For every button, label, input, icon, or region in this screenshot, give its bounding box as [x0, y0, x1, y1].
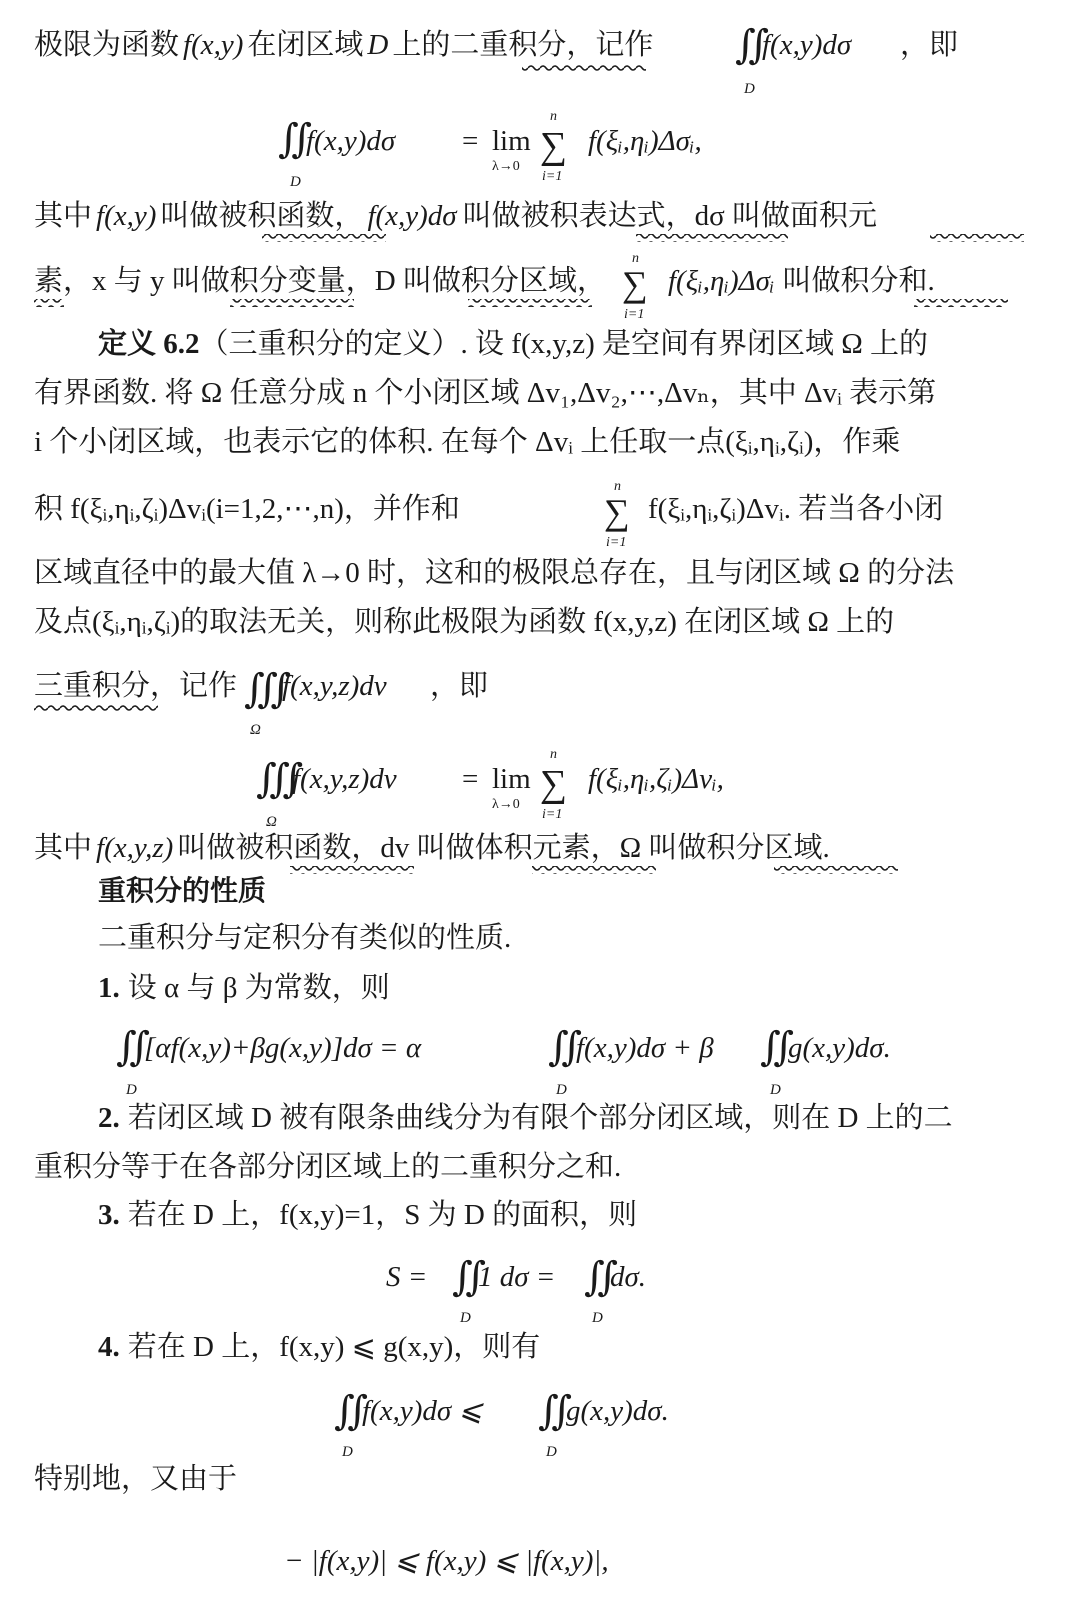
equation-2: [256, 747, 724, 830]
svg-text:f(x,y)dσ: f(x,y)dσ: [762, 29, 852, 61]
double-integral-symbol: ∬: [278, 116, 313, 161]
paragraph3: [34, 831, 898, 874]
paragraph1-line1: [34, 22, 958, 97]
svg-text:其中f(x,y)叫做被积函数，f(x,y)dσ叫做被积表达式: 其中 f(x,y) 叫做被积函数， f(x,y)dσ 叫做被积表达式，dσ 叫做面积元: [34, 200, 878, 232]
svg-text:Ω: Ω: [266, 814, 277, 830]
svg-text:f(ξᵢ,ηᵢ)Δσᵢ,: f(ξᵢ,ηᵢ)Δσᵢ,: [588, 125, 702, 157]
double-integral-symbol: ∬: [735, 22, 770, 67]
svg-text:f(ξᵢ,ηᵢ)Δσᵢ叫做积分和.: f(ξᵢ,ηᵢ)Δσᵢ 叫做积分和.: [668, 265, 935, 297]
svg-text:，即: ，即: [900, 29, 959, 61]
svg-text:f(x,y)dσ: f(x,y)dσ: [306, 125, 396, 157]
svg-text:D: D: [460, 1310, 471, 1326]
wavy-underline: [522, 64, 646, 72]
svg-text:三重积分，记作: 三重积分，记作: [34, 670, 238, 702]
svg-text:g(x,y)dσ.: g(x,y)dσ.: [788, 1032, 891, 1064]
final-equation: − |f(x,y)| ⩽ f(x,y) ⩽ |f(x,y)|,: [284, 1545, 609, 1577]
double-integral-symbol: ∬: [116, 1024, 151, 1069]
sum-symbol: ∑: [540, 763, 568, 805]
svg-text:积 f(ξᵢ,ηᵢ,ζᵢ)Δvᵢ(i=1,2,⋯,n)，并作: 积 f(ξᵢ,ηᵢ,ζᵢ)Δvᵢ(i=1,2,⋯,n)，并作和: [34, 493, 460, 525]
svg-text:其中f(x,y,z)叫做被积函数，dv 叫做体积元素，Ω 叫: 其中 f(x,y,z) 叫做被积函数，dv 叫做体积元素，Ω 叫做积分区域.: [34, 832, 830, 864]
svg-text:dσ.: dσ.: [610, 1261, 647, 1293]
svg-text:=: =: [462, 763, 479, 795]
svg-text:1.设 α 与 β 为常数，则: 1. 设 α 与 β 为常数，则: [98, 972, 390, 1004]
svg-text:D: D: [556, 1082, 567, 1098]
double-integral-symbol: ∬: [334, 1388, 369, 1433]
double-integral-symbol: ∬: [452, 1254, 487, 1299]
property-1: [98, 971, 891, 1098]
svg-text:f(x,y,z)dv: f(x,y,z)dv: [282, 670, 387, 702]
definition-6-2: [34, 327, 955, 738]
svg-text:定义 6.2（三重积分的定义）. 设 f(x,y,z) 是空: 定义 6.2（三重积分的定义）. 设 f(x,y,z) 是空间有界闭区域 Ω 上的: [98, 328, 929, 360]
equation-1: [278, 109, 702, 190]
double-integral-symbol: ∬: [548, 1024, 583, 1069]
svg-text:D: D: [342, 1444, 353, 1460]
svg-text:n: n: [614, 479, 621, 494]
sum-symbol: ∑: [540, 125, 568, 167]
svg-text:[αf(x,y)+βg(x,y)]dσ = α: [αf(x,y)+βg(x,y)]dσ = α: [144, 1032, 422, 1064]
sum-symbol: ∑: [622, 264, 648, 304]
svg-text:及点(ξᵢ,ηᵢ,ζᵢ)的取法无关，则称此极限为函数 f(x: 及点(ξᵢ,ηᵢ,ζᵢ)的取法无关，则称此极限为函数 f(x,y,z) 在闭区域 Ω 上的: [34, 606, 895, 638]
svg-text:D: D: [744, 81, 755, 97]
property-2: [34, 1101, 953, 1183]
svg-text:lim: lim: [492, 125, 531, 157]
svg-text:3.若在 D 上，f(x,y)=1，S 为 D 的面积，则: 3. 若在 D 上，f(x,y)=1，S 为 D 的面积，则: [98, 1199, 638, 1231]
svg-text:i 个小闭区域，也表示它的体积. 在每个 Δvᵢ 上任取一点: i 个小闭区域，也表示它的体积. 在每个 Δvᵢ 上任取一点(ξᵢ,ηᵢ,ζᵢ)，作乘: [34, 426, 901, 458]
property-4: [98, 1330, 669, 1460]
svg-text:有界函数. 将 Ω 任意分成 n 个小闭区域 Δv₁,Δv₂: 有界函数. 将 Ω 任意分成 n 个小闭区域 Δv₁,Δv₂,⋯,Δvₙ，其中 Δvᵢ 表示第: [34, 377, 937, 409]
section-title: 重积分的性质: [98, 874, 267, 907]
svg-text:lim: lim: [492, 763, 531, 795]
double-integral-symbol: ∬: [584, 1254, 619, 1299]
svg-text:，即: ，即: [430, 670, 489, 702]
svg-text:i=1: i=1: [624, 307, 645, 322]
svg-text:D: D: [126, 1082, 137, 1098]
svg-text:f(ξᵢ,ηᵢ,ζᵢ)Δvᵢ,: f(ξᵢ,ηᵢ,ζᵢ)Δvᵢ,: [588, 763, 724, 795]
svg-text:素，x 与 y 叫做积分变量，D 叫做积分区域，: 素，x 与 y 叫做积分变量，D 叫做积分区域，: [34, 265, 607, 297]
special-text: 特别地，又由于: [34, 1463, 238, 1495]
term-double-integral: 二重积分: [450, 29, 567, 61]
svg-text:D: D: [770, 1082, 781, 1098]
svg-text:S =: S =: [386, 1261, 428, 1293]
svg-text:λ→0: λ→0: [492, 797, 520, 812]
svg-text:重积分等于在各部分闭区域上的二重积分之和.: 重积分等于在各部分闭区域上的二重积分之和.: [34, 1151, 622, 1183]
svg-text:i=1: i=1: [542, 169, 563, 184]
svg-text:n: n: [550, 109, 557, 124]
svg-text:2.若闭区域 D 被有限条曲线分为有限个部分闭区域，则在 D: 2. 若闭区域 D 被有限条曲线分为有限个部分闭区域，则在 D 上的二: [98, 1102, 953, 1134]
svg-text:λ→0: λ→0: [492, 159, 520, 174]
svg-text:g(x,y)dσ.: g(x,y)dσ.: [566, 1395, 669, 1427]
paragraph2-line1: [34, 199, 1024, 242]
triple-integral-symbol: ∭: [256, 756, 304, 801]
svg-text:i=1: i=1: [542, 807, 563, 822]
svg-text:Ω: Ω: [250, 722, 261, 738]
intro-text: 二重积分与定积分有类似的性质.: [98, 922, 512, 954]
svg-text:D: D: [592, 1310, 603, 1326]
svg-text:f(ξᵢ,ηᵢ,ζᵢ)Δvᵢ. 若当各小闭: f(ξᵢ,ηᵢ,ζᵢ)Δvᵢ. 若当各小闭: [648, 493, 944, 525]
svg-text:n: n: [632, 251, 639, 266]
svg-text:4.若在 D 上，f(x,y) ⩽ g(x,y)，则有: 4. 若在 D 上，f(x,y) ⩽ g(x,y)，则有: [98, 1331, 541, 1363]
triple-integral-symbol: ∭: [244, 666, 292, 711]
svg-text:i=1: i=1: [606, 535, 627, 550]
property-3: [98, 1198, 646, 1326]
svg-text:区域直径中的最大值 λ→0 时，这和的极限总存在，且与闭区域: 区域直径中的最大值 λ→0 时，这和的极限总存在，且与闭区域 Ω 的分法: [34, 557, 955, 589]
svg-text:f(x,y)dσ ⩽: f(x,y)dσ ⩽: [362, 1395, 483, 1427]
svg-text:n: n: [550, 747, 557, 762]
sum-symbol: ∑: [604, 492, 630, 532]
svg-text:=: =: [462, 125, 479, 157]
svg-text:极限为函数f(x,y)在闭区域D上的二重积分，记作: 极限为函数 f(x,y) 在闭区域 D 上的二重积分，记作: [34, 29, 654, 61]
svg-text:f(x,y)dσ + β: f(x,y)dσ + β: [576, 1032, 714, 1064]
svg-text:D: D: [546, 1444, 557, 1460]
double-integral-symbol: ∬: [760, 1024, 795, 1069]
paragraph2-line2: [34, 251, 1008, 322]
svg-text:1 dσ =: 1 dσ =: [478, 1261, 556, 1293]
svg-text:D: D: [290, 174, 301, 190]
double-integral-symbol: ∬: [538, 1388, 573, 1433]
svg-text:f(x,y,z)dv: f(x,y,z)dv: [292, 763, 397, 795]
